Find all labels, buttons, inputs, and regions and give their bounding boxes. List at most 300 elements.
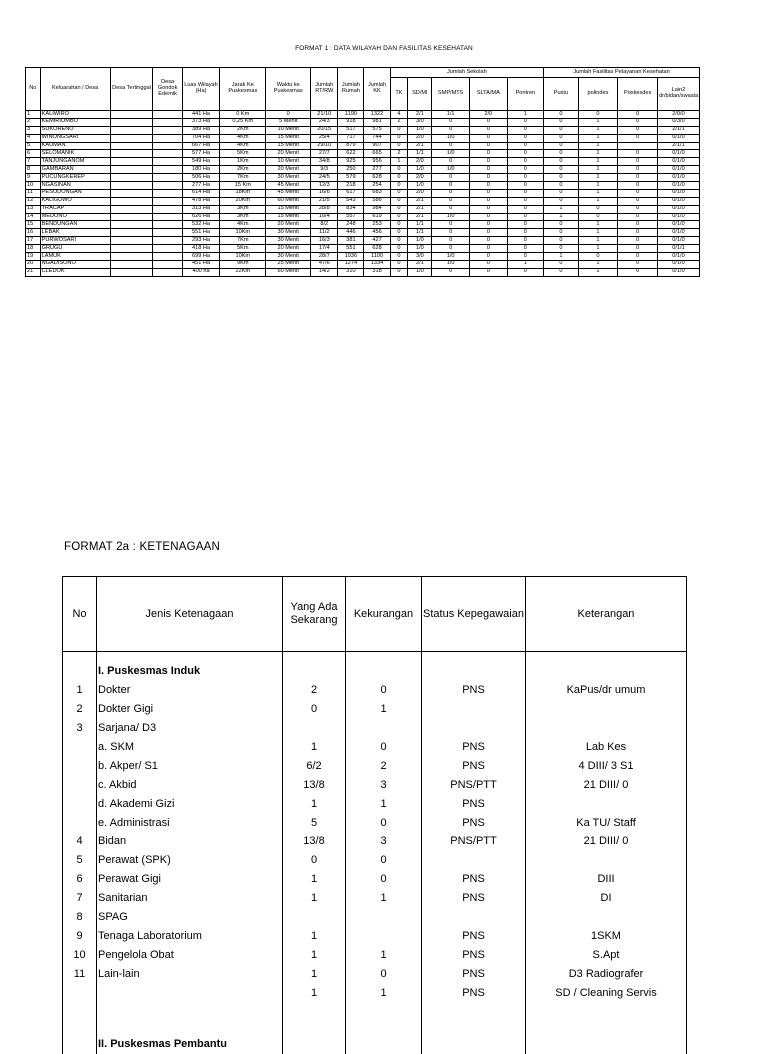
table-cell: [153, 174, 182, 182]
table-cell: 20/15: [311, 126, 338, 134]
table-cell: 1/0: [432, 134, 470, 142]
table-cell: 0: [507, 253, 544, 261]
table-cell: [153, 166, 182, 174]
table-cell: 15 Menit: [266, 142, 311, 150]
table-cell: 0: [544, 142, 578, 150]
table-cell: 984: [364, 205, 390, 213]
table-cell: 1/0: [432, 260, 470, 268]
table-row: [26, 197, 700, 205]
cell-ket: KaPus/dr umum: [526, 681, 687, 700]
table-cell: 0: [618, 126, 658, 134]
table-cell: [110, 182, 153, 190]
table-cell: 313 Ha: [182, 205, 220, 213]
table-cell: 3: [26, 126, 41, 134]
cell-jenis: Perawat (SPK): [97, 851, 283, 870]
table-cell: 0: [469, 229, 507, 237]
cell-jenis: c. Akbid: [97, 775, 283, 794]
table-cell: 0: [544, 118, 578, 126]
cell-kurang: 0: [346, 870, 422, 889]
table-cell: 0: [390, 205, 408, 213]
table-cell: 0: [507, 182, 544, 190]
table-cell: 0: [390, 142, 408, 150]
table-cell: 0: [507, 213, 544, 221]
table-cell: 0: [469, 253, 507, 261]
table-cell: 248: [338, 221, 364, 229]
table-cell: 0: [469, 142, 507, 150]
table-cell: [153, 134, 182, 142]
table-cell: 1/0: [408, 166, 432, 174]
table-cell: 0: [507, 237, 544, 245]
cell-ada: [283, 662, 346, 681]
table-cell: [110, 118, 153, 126]
table-cell: 834: [338, 205, 364, 213]
table-cell: 0: [507, 134, 544, 142]
table-cell: [110, 166, 153, 174]
table-cell: 744: [364, 134, 390, 142]
table-row: [63, 662, 687, 681]
table-cell: 2/1: [408, 142, 432, 150]
table-cell: 517: [338, 126, 364, 134]
table-cell: 1/0: [408, 126, 432, 134]
cell-no: 6: [63, 870, 97, 889]
table-row: [26, 150, 700, 158]
table-cell: 0: [578, 111, 618, 119]
table-cell: 0: [544, 174, 578, 182]
table-cell: 0: [469, 189, 507, 197]
table-cell: 2/0: [408, 189, 432, 197]
table-cell: 218: [338, 182, 364, 190]
table-cell: 2/1: [408, 205, 432, 213]
table-cell: 2/0/0: [658, 111, 700, 119]
table-cell: 4: [390, 111, 408, 119]
table-cell: 506 Ha: [182, 174, 220, 182]
table-cell: 0: [544, 111, 578, 119]
table-row: [63, 870, 687, 889]
cell-kurang: 1: [346, 983, 422, 1002]
table-row: [63, 794, 687, 813]
table-cell: [110, 205, 153, 213]
table-cell: 0: [432, 229, 470, 237]
table-cell: 10 Menit: [266, 126, 311, 134]
cell-ket: 21 DIII/ 0: [526, 775, 687, 794]
table-cell: 0: [578, 205, 618, 213]
table-cell: 16/3: [311, 237, 338, 245]
header-desa-tertinggal: Desa Tertinggal: [110, 68, 153, 111]
table-cell: PESODONGAN: [40, 189, 110, 197]
table-cell: 1/0: [432, 253, 470, 261]
table-cell: 0: [578, 213, 618, 221]
format1-table-wrap: [25, 67, 700, 277]
table-cell: SUKORENO: [40, 126, 110, 134]
table-cell: 579: [338, 174, 364, 182]
table-cell: 0: [507, 268, 544, 276]
table-cell: 250: [338, 166, 364, 174]
cell-jenis: a. SKM: [97, 738, 283, 757]
table-cell: 0: [618, 182, 658, 190]
table-cell: 0/1/0: [658, 237, 700, 245]
table-cell: 0: [469, 237, 507, 245]
cell-ket: [526, 719, 687, 738]
table-cell: 19: [26, 253, 41, 261]
table-row: [26, 205, 700, 213]
table-cell: [110, 158, 153, 166]
table-cell: 1: [578, 126, 618, 134]
table-row: [63, 983, 687, 1002]
cell-status: PNS: [422, 794, 526, 813]
table-cell: [153, 126, 182, 134]
cell-status: PNS: [422, 681, 526, 700]
table-cell: 2/1/1: [658, 126, 700, 134]
table-cell: 0: [432, 182, 470, 190]
table-cell: 1: [578, 245, 618, 253]
table-cell: 0,25 Km: [220, 118, 266, 126]
table-cell: 1/1: [408, 229, 432, 237]
cell-kurang: 0: [346, 813, 422, 832]
table-cell: 0: [390, 253, 408, 261]
table-cell: [110, 221, 153, 229]
table-cell: 0: [390, 221, 408, 229]
table-cell: 717: [338, 134, 364, 142]
table-row: [26, 174, 700, 182]
table-cell: 4: [26, 134, 41, 142]
table-cell: 667 Ha: [182, 142, 220, 150]
table-cell: 0: [618, 197, 658, 205]
header-poskesdes: Poskesdes: [618, 78, 658, 111]
table-row: [26, 189, 700, 197]
table-row: [63, 738, 687, 757]
cell-status: [422, 700, 526, 719]
cell-kurang: 1: [346, 945, 422, 964]
cell-no: 3: [63, 719, 97, 738]
table-cell: 0: [432, 197, 470, 205]
table-cell: 0: [618, 174, 658, 182]
table-cell: 4Km: [220, 221, 266, 229]
table-cell: 0: [469, 126, 507, 134]
table-row: [26, 126, 700, 134]
table-cell: 2: [26, 118, 41, 126]
table-cell: SELOMANIK: [40, 150, 110, 158]
table-cell: 180 Ha: [182, 166, 220, 174]
table-cell: 907: [364, 142, 390, 150]
table-cell: 0/1/0: [658, 205, 700, 213]
table-cell: 441 Ha: [182, 111, 220, 119]
cell-jenis: I. Puskesmas Induk: [97, 662, 283, 681]
table-cell: 10: [26, 182, 41, 190]
table-cell: 1: [578, 189, 618, 197]
format2a-body: [63, 652, 687, 1054]
table-cell: 45 Menit: [266, 182, 311, 190]
table-cell: 20: [26, 260, 41, 268]
table-cell: 0: [544, 245, 578, 253]
table-cell: 1/0: [408, 268, 432, 276]
cell-kurang: 1: [346, 889, 422, 908]
cell-no: [63, 756, 97, 775]
table-cell: 551 Ha: [182, 229, 220, 237]
cell-jenis: Bidan: [97, 832, 283, 851]
table-cell: [153, 260, 182, 268]
table-cell: 0: [544, 150, 578, 158]
table-cell: 478 Ha: [182, 197, 220, 205]
table-row: [63, 926, 687, 945]
table-cell: 956: [364, 158, 390, 166]
table-cell: 14/2: [311, 268, 338, 276]
table-cell: [110, 174, 153, 182]
header-jenis-ketenagaan: Jenis Ketenagaan: [97, 577, 283, 652]
table-cell: 1: [26, 111, 41, 119]
table-cell: 2/1: [408, 213, 432, 221]
header-waktu: Waktu ke Puskesmas: [266, 68, 311, 111]
table-cell: 15 Menit: [266, 134, 311, 142]
table-row: [26, 268, 700, 276]
table-cell: 60 Menit: [266, 197, 311, 205]
table-cell: 15 Menit: [266, 213, 311, 221]
table-cell: 373 Ha: [182, 118, 220, 126]
cell-no: [63, 1035, 97, 1054]
table-cell: 18Km: [220, 189, 266, 197]
table-cell: 1334: [364, 260, 390, 268]
cell-no: [63, 662, 97, 681]
table-cell: 0: [507, 245, 544, 253]
table-cell: [153, 111, 182, 119]
table-row: [26, 182, 700, 190]
table-cell: 8: [26, 166, 41, 174]
table-cell: 0: [507, 126, 544, 134]
table-row: [63, 775, 687, 794]
table-cell: 2: [390, 150, 408, 158]
cell-status: PNS/PTT: [422, 775, 526, 794]
table-cell: [110, 237, 153, 245]
table-cell: 24/5: [311, 174, 338, 182]
table-cell: 0: [469, 197, 507, 205]
table-cell: [153, 118, 182, 126]
table-row: [26, 142, 700, 150]
table-cell: 543: [338, 197, 364, 205]
table-cell: 0/3/0: [658, 118, 700, 126]
table-cell: 0/1/0: [658, 229, 700, 237]
table-cell: 2/0: [469, 111, 507, 119]
format1-title: FORMAT 1 : DATA WILAYAH DAN FASILITAS KESEHATAN: [295, 45, 473, 52]
cell-kurang: [346, 908, 422, 927]
table-cell: 0: [618, 260, 658, 268]
table-row: [26, 245, 700, 253]
cell-ada: 0: [283, 851, 346, 870]
header-smp: SMP/MTS: [432, 78, 470, 111]
table-cell: 0: [390, 166, 408, 174]
header-yang-ada: Yang Ada Sekarang: [283, 577, 346, 652]
table-cell: 5: [26, 142, 41, 150]
header-pustu: Pustu: [544, 78, 578, 111]
table-cell: 381: [338, 237, 364, 245]
table-row: [26, 253, 700, 261]
table-cell: 20Km: [220, 197, 266, 205]
header-polindes: polindes: [578, 78, 618, 111]
table-cell: 30 Menit: [266, 229, 311, 237]
table-row: [26, 134, 700, 142]
table-cell: 704 Ha: [182, 134, 220, 142]
table-cell: 0: [390, 182, 408, 190]
header-status-kepegawaian: Status Kepegawaian: [422, 577, 526, 652]
table-cell: 1: [578, 158, 618, 166]
table-cell: 8/2: [311, 221, 338, 229]
table-cell: GRUGU: [40, 245, 110, 253]
header-rumah: Jumlah Rumah: [338, 68, 364, 111]
table-row: [63, 1035, 687, 1054]
header-kekurangan: Kekurangan: [346, 577, 422, 652]
table-row: [26, 166, 700, 174]
table-cell: 2/1: [408, 197, 432, 205]
header-sd: SD/MI: [408, 78, 432, 111]
table-cell: 418 Ha: [182, 245, 220, 253]
table-cell: 1/1: [408, 150, 432, 158]
table-cell: 0: [469, 221, 507, 229]
cell-no: [63, 813, 97, 832]
table-cell: 15 Km: [220, 182, 266, 190]
table-cell: 1/0: [408, 245, 432, 253]
cell-ket: DI: [526, 889, 687, 908]
table-cell: 0/1/0: [658, 213, 700, 221]
table-cell: 0: [618, 158, 658, 166]
cell-kurang: 0: [346, 851, 422, 870]
cell-ket: [526, 908, 687, 927]
table-cell: 30 Menit: [266, 237, 311, 245]
table-cell: 15: [26, 221, 41, 229]
table-cell: 34/8: [311, 158, 338, 166]
cell-ket: DIII: [526, 870, 687, 889]
cell-kurang: 0: [346, 964, 422, 983]
table-cell: 2/1/1: [658, 142, 700, 150]
table-cell: NGADISONO: [40, 260, 110, 268]
table-row: [63, 964, 687, 983]
table-cell: 1: [578, 150, 618, 158]
cell-ket: SD / Cleaning Servis: [526, 983, 687, 1002]
header-luas-wilayah: Luas Wilayah (Ha): [182, 68, 220, 111]
cell-jenis: Sanitarian: [97, 889, 283, 908]
table-cell: 925: [338, 158, 364, 166]
table-cell: 0: [544, 237, 578, 245]
cell-kurang: 3: [346, 775, 422, 794]
cell-kurang: [346, 926, 422, 945]
table-cell: 0: [390, 268, 408, 276]
table-cell: 0: [432, 118, 470, 126]
table-cell: 0: [432, 158, 470, 166]
table-cell: [110, 197, 153, 205]
table-cell: [110, 213, 153, 221]
table-row: [63, 756, 687, 775]
table-cell: 10 Menit: [266, 158, 311, 166]
table-cell: 0: [390, 229, 408, 237]
table-cell: 293 Ha: [182, 237, 220, 245]
table-cell: [153, 205, 182, 213]
cell-no: [63, 738, 97, 757]
table-cell: 0: [507, 150, 544, 158]
table-cell: [153, 221, 182, 229]
table-cell: 1/1: [432, 111, 470, 119]
cell-ket: 4 DIII/ 3 S1: [526, 756, 687, 775]
table-cell: 0: [618, 229, 658, 237]
table-cell: 918: [338, 118, 364, 126]
table-cell: 0: [432, 205, 470, 213]
table-cell: 0: [544, 221, 578, 229]
table-cell: 277: [364, 166, 390, 174]
table-cell: 0/1/0: [658, 150, 700, 158]
table-cell: PURWOSARI: [40, 237, 110, 245]
cell-jenis: Tenaga Laboratorium: [97, 926, 283, 945]
table-cell: LEBAK: [40, 229, 110, 237]
cell-ket: Ka TU/ Staff: [526, 813, 687, 832]
header-rtrw: Jumlah RT/RW: [311, 68, 338, 111]
table-cell: 24/3: [311, 118, 338, 126]
table-cell: 1: [578, 142, 618, 150]
table-cell: 0: [432, 221, 470, 229]
table-cell: 0: [469, 268, 507, 276]
cell-no: 9: [63, 926, 97, 945]
format2a-table: [62, 576, 687, 1054]
table-cell: 14: [26, 213, 41, 221]
cell-ada: 1: [283, 964, 346, 983]
table-cell: 20 Menit: [266, 150, 311, 158]
table-cell: 0: [618, 268, 658, 276]
table-cell: 2/0: [408, 134, 432, 142]
table-cell: 22Km: [220, 268, 266, 276]
table-cell: 0: [469, 260, 507, 268]
table-cell: 614 Ha: [182, 189, 220, 197]
spacer-row: [63, 1002, 687, 1035]
cell-jenis: b. Akper/ S1: [97, 756, 283, 775]
table-cell: 0: [469, 158, 507, 166]
table-cell: 456: [364, 229, 390, 237]
table-cell: 0: [544, 197, 578, 205]
cell-jenis: d. Akademi Gizi: [97, 794, 283, 813]
table-cell: 0: [544, 158, 578, 166]
header-slta: SLTA/MA: [469, 78, 507, 111]
table-cell: NGASINAN: [40, 182, 110, 190]
cell-no: 7: [63, 889, 97, 908]
table-cell: 0: [618, 253, 658, 261]
cell-kurang: 1: [346, 794, 422, 813]
cell-ket: Lab Kes: [526, 738, 687, 757]
table-cell: 0 Km: [220, 111, 266, 119]
table-cell: 0/1/0: [658, 174, 700, 182]
table-cell: 879: [338, 142, 364, 150]
table-cell: 3Km: [220, 213, 266, 221]
table-cell: 549 Ha: [182, 158, 220, 166]
table-cell: 0: [469, 150, 507, 158]
table-cell: 1: [578, 221, 618, 229]
cell-jenis: Sarjana/ D3: [97, 719, 283, 738]
table-cell: 0: [390, 260, 408, 268]
table-cell: 4Km: [220, 134, 266, 142]
table-cell: 1/0: [408, 182, 432, 190]
table-row: [26, 221, 700, 229]
cell-jenis: SPAG: [97, 908, 283, 927]
table-cell: MEDONO: [40, 213, 110, 221]
cell-ada: 1: [283, 738, 346, 757]
cell-ada: 13/8: [283, 775, 346, 794]
table-cell: 6: [26, 150, 41, 158]
format2a-table-wrap: [62, 576, 686, 1054]
table-cell: 3/0: [408, 253, 432, 261]
cell-kurang: [346, 719, 422, 738]
table-cell: 20 Menit: [266, 221, 311, 229]
table-row: [26, 111, 700, 119]
table-cell: 617: [338, 189, 364, 197]
table-cell: 0: [618, 150, 658, 158]
table-cell: 7: [26, 158, 41, 166]
cell-ada: 5: [283, 813, 346, 832]
table-cell: 1190: [338, 111, 364, 119]
table-cell: 10Km: [220, 253, 266, 261]
header-keterangan: Keterangan: [526, 577, 687, 652]
